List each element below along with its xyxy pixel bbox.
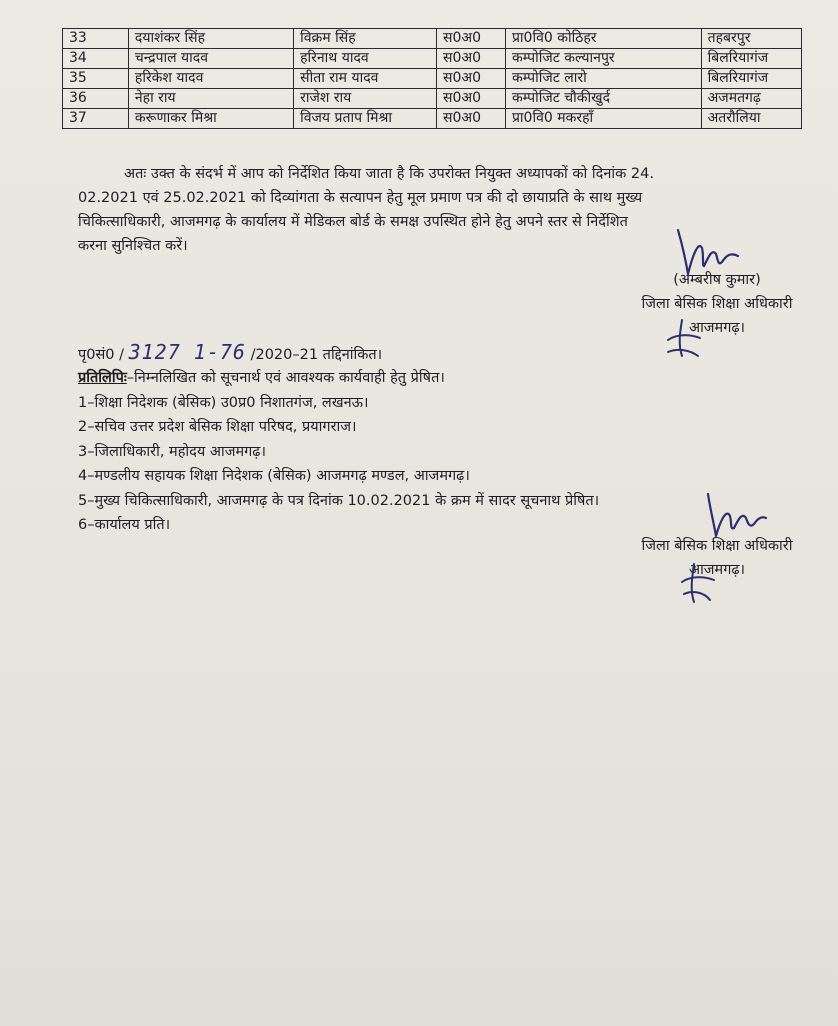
copy-intro: –निम्नलिखित को सूचनार्थ एवं आवश्यक कार्यवाही हेतु प्रेषित।	[126, 370, 445, 386]
teacher-name-cell: करूणाकर मिश्रा	[128, 109, 293, 129]
copy-item: 1–शिक्षा निदेशक (बेसिक) उ0प्र0 निशातगंज, लखनऊ।	[78, 394, 369, 411]
copy-item: 4–मण्डलीय सहायक शिक्षा निदेशक (बेसिक) आजमगढ़ मण्डल, आजमगढ़।	[78, 468, 470, 484]
school-cell: कम्पोजिट चौकीखुर्द	[505, 89, 701, 109]
serial-cell: 35	[63, 69, 129, 89]
post-cell: स0अ0	[437, 109, 506, 129]
block-cell: तहबरपुर	[701, 29, 801, 49]
reference-number: 3127 1-76	[128, 340, 246, 364]
table-row	[63, 109, 802, 129]
table-row	[63, 49, 802, 69]
table-row	[63, 89, 802, 109]
signatory-name: (अम्बरीष कुमार)	[673, 272, 761, 288]
copy-item: 6–कार्यालय प्रति।	[78, 517, 171, 533]
teacher-table	[62, 28, 802, 129]
school-cell: कम्पोजिट कल्यानपुर	[505, 49, 701, 69]
school-cell: कम्पोजिट लारो	[505, 69, 701, 89]
school-cell: प्रा0वि0 मकरहाँ	[505, 109, 701, 129]
post-cell: स0अ0	[437, 29, 506, 49]
paragraph-line: 02.2021 एवं 25.02.2021 को दिव्यांगता के सत्यापन हेतु मूल प्रमाण पत्र की दो छायाप्रति के साथ मुख्य	[78, 190, 643, 206]
reference-prefix: पृ0सं0 /	[78, 347, 124, 363]
paragraph-line: अतः उक्त के संदर्भ में आप को निर्देशित किया जाता है कि उपरोक्त नियुक्त अध्यापकों को दिनांक 24.	[124, 166, 654, 182]
copy-item: 3–जिलाधिकारी, महोदय आजमगढ़।	[78, 443, 266, 460]
teacher-name-cell: दयाशंकर सिंह	[128, 29, 293, 49]
teacher-name-cell: नेहा राय	[128, 89, 293, 109]
father-name-cell: विजय प्रताप मिश्रा	[294, 109, 437, 129]
table-row	[63, 69, 802, 89]
copy-title: प्रतिलिपिः	[78, 370, 127, 386]
copy-heading	[78, 366, 599, 391]
signatory-designation: जिला बेसिक शिक्षा अधिकारी	[641, 538, 793, 554]
school-cell: प्रा0वि0 कोठिहर	[505, 29, 701, 49]
teacher-name-cell: हरिकेश यादव	[128, 69, 293, 89]
signatory-designation: जिला बेसिक शिक्षा अधिकारी	[641, 296, 793, 312]
father-name-cell: सीता राम यादव	[294, 69, 437, 89]
serial-cell: 33	[63, 29, 129, 49]
copy-item: 5–मुख्य चिकित्साधिकारी, आजमगढ़ के पत्र दिनांक 10.02.2021 के क्रम में सादर सूचनाथ प्रेषित।	[78, 492, 600, 509]
instruction-paragraph	[78, 162, 800, 258]
signatory-place: आजमगढ़।	[688, 562, 746, 578]
copy-to-list	[78, 366, 599, 538]
father-name-cell: विक्रम सिंह	[294, 29, 437, 49]
signature-block-2	[612, 534, 822, 582]
post-cell: स0अ0	[437, 49, 506, 69]
serial-cell: 34	[63, 49, 129, 69]
father-name-cell: हरिनाथ यादव	[294, 49, 437, 69]
post-cell: स0अ0	[437, 69, 506, 89]
serial-cell: 36	[63, 89, 129, 109]
signature-block-1	[612, 268, 822, 340]
block-cell: अतरौलिया	[701, 109, 801, 129]
reference-suffix: /2020–21 तद्दिनांकित।	[250, 347, 383, 363]
paragraph-line: करना सुनिश्चित करें।	[78, 238, 188, 254]
table-row	[63, 29, 802, 49]
post-cell: स0अ0	[437, 89, 506, 109]
serial-cell: 37	[63, 109, 129, 129]
copy-item: 2–सचिव उत्तर प्रदेश बेसिक शिक्षा परिषद, प्रयागराज।	[78, 419, 357, 435]
father-name-cell: राजेश राय	[294, 89, 437, 109]
block-cell: बिलरियागंज	[701, 69, 801, 89]
block-cell: बिलरियागंज	[701, 49, 801, 69]
signatory-place: आजमगढ़।	[688, 320, 746, 336]
block-cell: अजमतगढ़	[701, 89, 801, 109]
teacher-name-cell: चन्द्रपाल यादव	[128, 49, 293, 69]
reference-line	[78, 341, 382, 366]
paragraph-line: चिकित्साधिकारी, आजमगढ़ के कार्यालय में मेडिकल बोर्ड के समक्ष उपस्थित होने हेतु अपने स्तर से निर्देशित	[78, 214, 628, 230]
